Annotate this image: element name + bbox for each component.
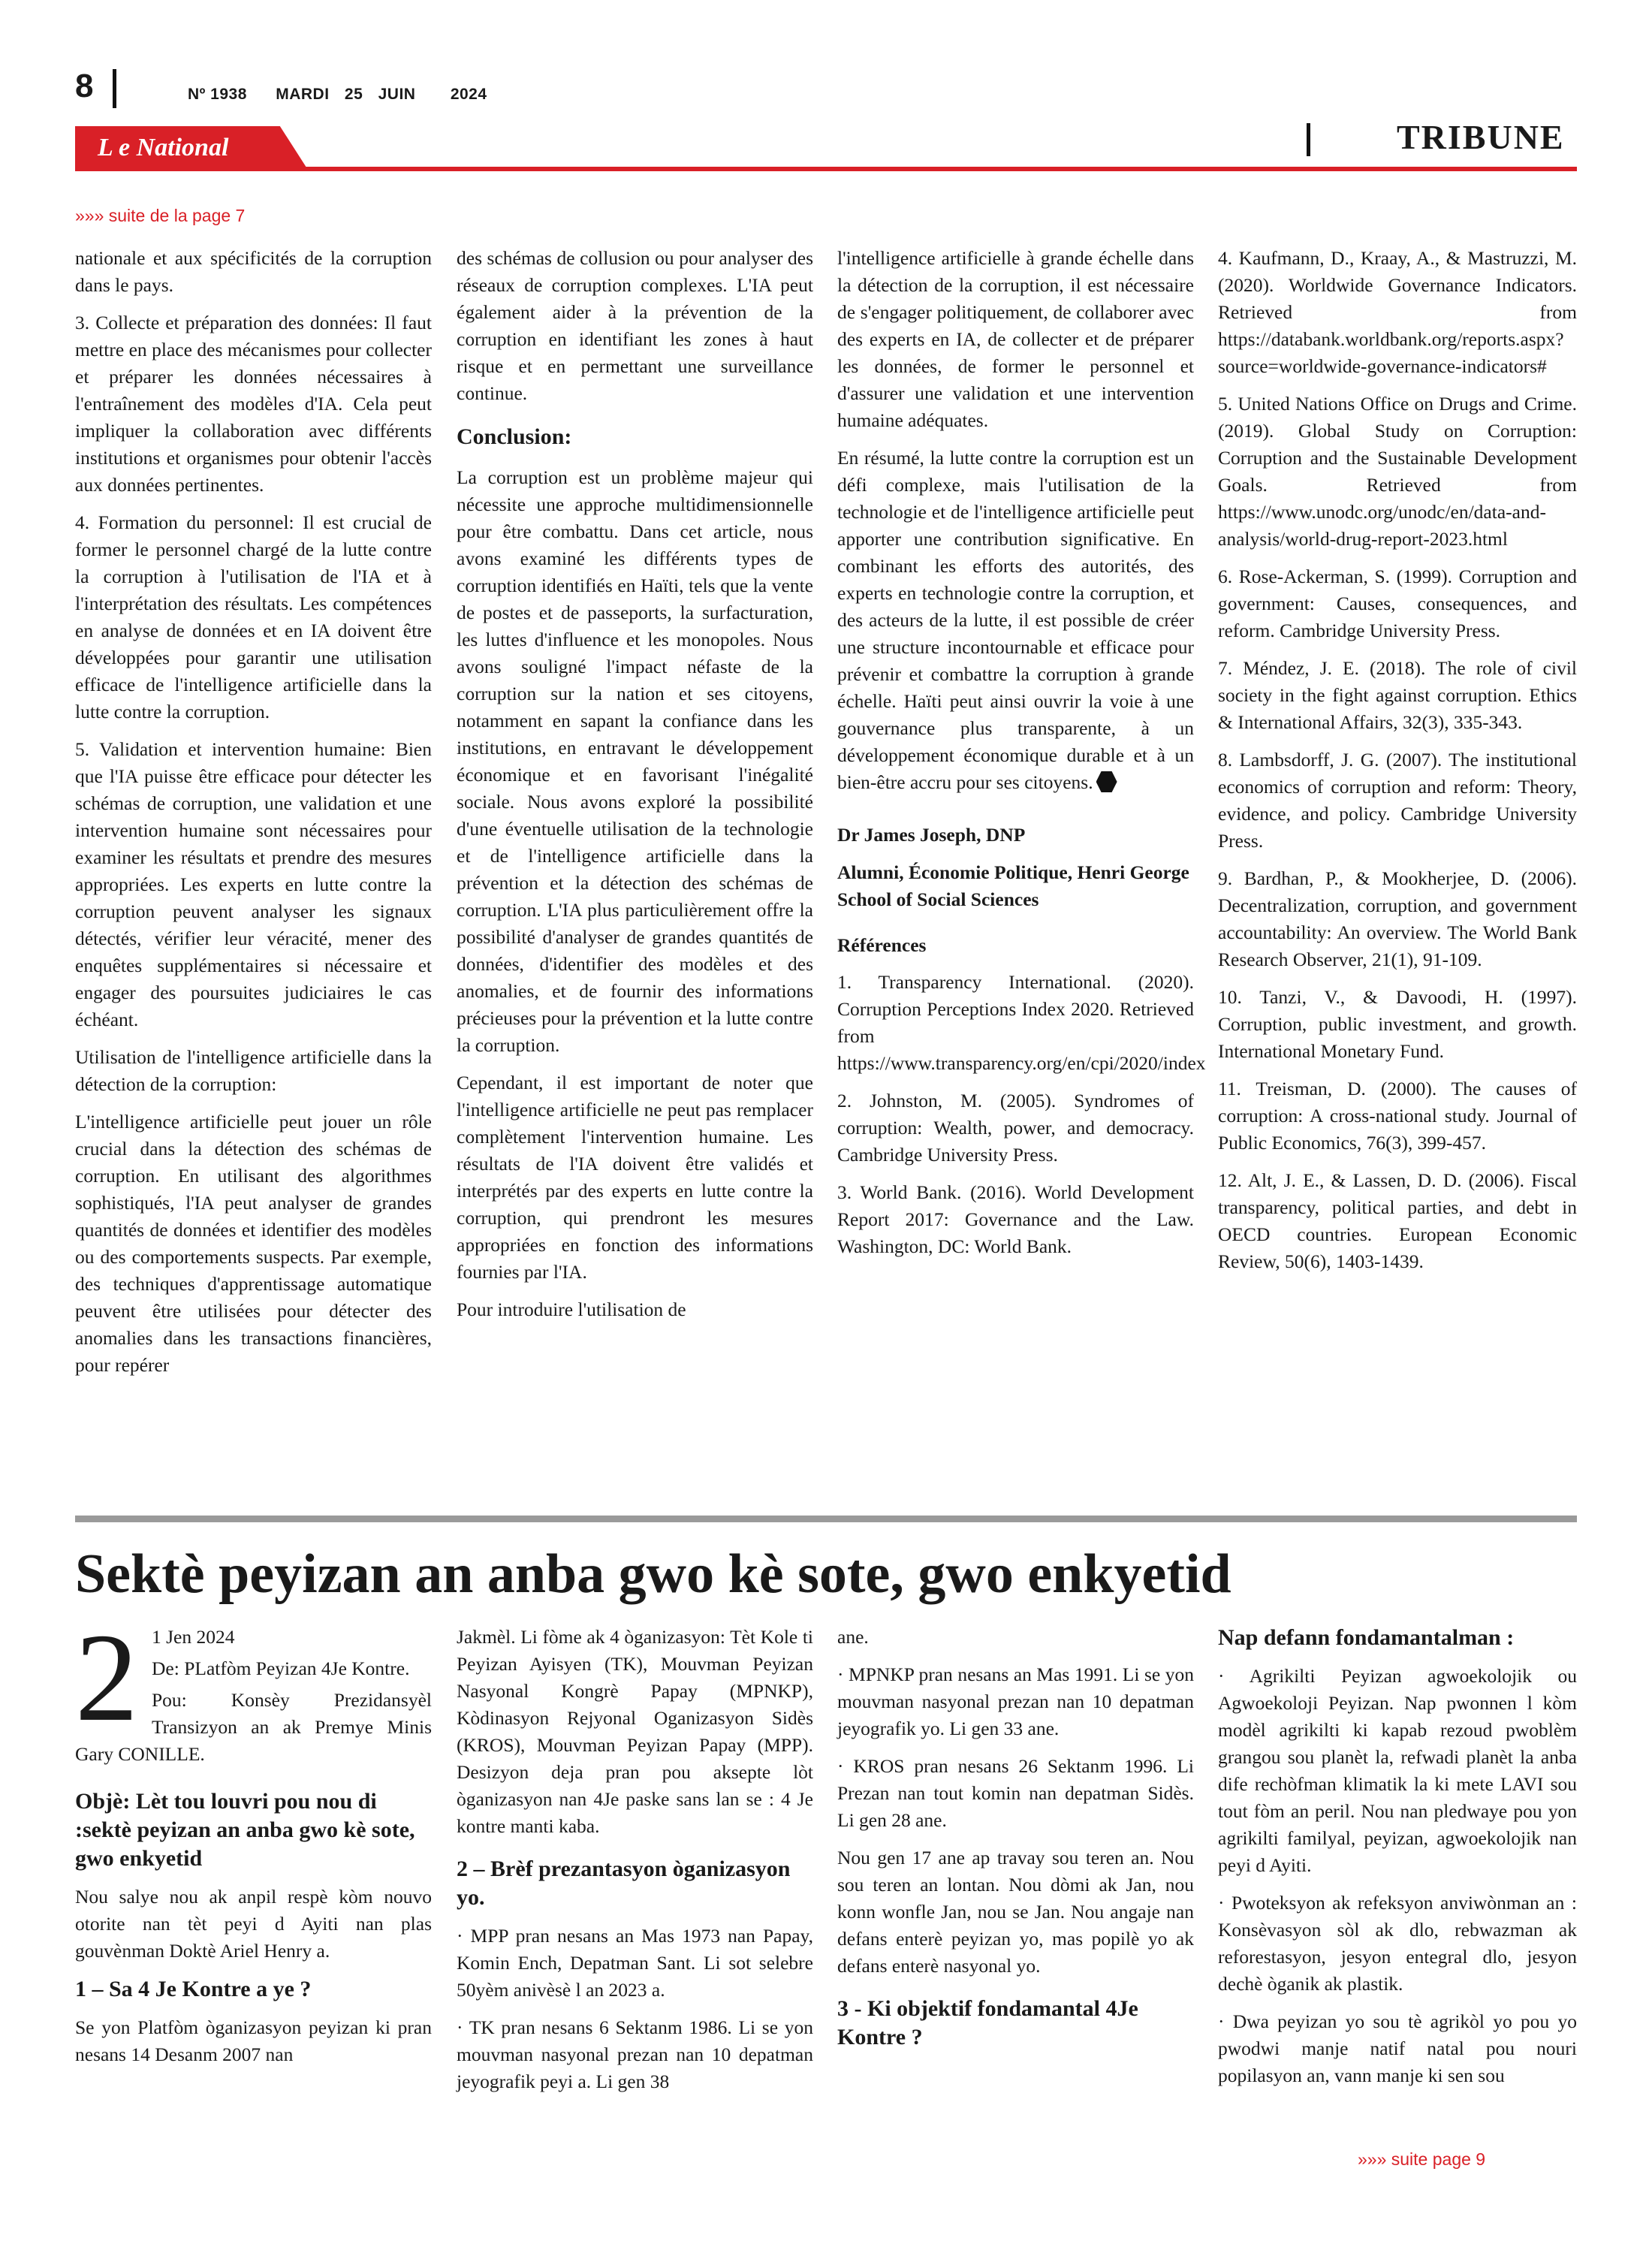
paragraph: · TK pran nesans 6 Sektanm 1986. Li se yon mouvman nasyonal prezan nan 10 depatman jeyografik peyi a. Li gen 38	[457, 2016, 813, 2092]
article1-column-2	[457, 245, 813, 1334]
header-rule	[75, 167, 1577, 171]
reference-item: 1. Transparency International. (2020). Corruption Perceptions Index 2020. Retrieved from https://www.transparency.org/en/cpi/2020/index	[837, 971, 1206, 1074]
section3-heading: 3 - Ki objektif fondamantal 4Je Kontre ?	[837, 1996, 1138, 2049]
header-divider	[113, 69, 116, 108]
paragraph: Se yon Platfòm òganizasyon peyizan ki pran nesans 14 Desanm 2007 nan	[75, 2016, 432, 2065]
reference-item: 5. United Nations Office on Drugs and Crime. (2019). Global Study on Corruption: Corruption and the Sustainable Development Goals. Retrieved from https://www.unodc.org/unodc/en/data-and-analysis/world-drug-report-2023.html	[1218, 393, 1577, 550]
paragraph: l'intelligence artificielle à grande échelle dans la détection de la corruption, il est nécessaire de s'engager politiquement, de collaborer avec des experts en IA, de collecter et de préparer les données, de former le personnel et d'assurer une validation et une intervention humaine adéquates.	[837, 247, 1194, 431]
paragraph: 5. Validation et intervention humaine: Bien que l'IA puisse être efficace pour détecter les schémas de corruption, une validation et une intervention humaine sont nécessaires pour examiner les résultats et prendre des mesures appropriées. Les experts en lutte contre la corruption peuvent analyser les signaux détectés, vérifier leur véracité, mener des enquêtes supplémentaires si nécessaire et engager des poursuites judiciaires le cas échéant.	[75, 738, 432, 1030]
reference-item: 12. Alt, J. E., & Lassen, D. D. (2006). Fiscal transparency, political parties, and debt in OECD countries. European Economic Review, 50(6), 1403-1439.	[1218, 1169, 1577, 1272]
article1-column-4	[1218, 245, 1577, 1286]
end-of-article-icon	[1096, 771, 1117, 792]
paragraph: L'intelligence artificielle peut jouer un rôle crucial dans la détection des schémas de corruption. En utilisant des algorithmes sophistiqués, l'IA peut analyser de grandes quantités de données et identifier des modèles ou des comportements suspects. Par exemple, des techniques d'apprentissage automatique peuvent être utilisées pour détecter des anomalies dans les transactions financières, pour repérer	[75, 1111, 432, 1376]
author-name: Dr James Joseph, DNP	[837, 824, 1026, 846]
paragraph: Nou gen 17 ane ap travay sou teren an. Nou sou teren an lontan. Nou dòmi ak Jan, nou konn wonfle Jan, nou se Jan. Nou angaje nan defans enterè peyizan yo, mas popilè yo ak defans enterè nasyonal yo.	[837, 1847, 1194, 1977]
article-separator	[75, 1516, 1577, 1522]
reference-item: 6. Rose-Ackerman, S. (1999). Corruption and government: Causes, consequences, and reform. Cambridge University Press.	[1218, 566, 1577, 641]
paragraph: des schémas de collusion ou pour analyser des réseaux de corruption complexes. L'IA peut également aider à la prévention de la corruption en identifiant les zones à haut risque et en permettant une surveillance continue.	[457, 247, 813, 404]
col4-heading: Nap defann fondamantalman :	[1218, 1625, 1515, 1650]
reference-item: 4. Kaufmann, D., Kraay, A., & Mastruzzi, M. (2020). Worldwide Governance Indicators. Retrieved from https://databank.worldbank.org/reports.aspx?source=worldwide-governance-indicators#	[1218, 247, 1577, 377]
article2-column-3	[837, 1624, 1194, 2062]
article2-column-1	[75, 1608, 432, 2079]
paragraph: 3. Collecte et préparation des données: Il faut mettre en place des mécanismes pour collecter et préparer les données nécessaires à l'entraînement des modèles d'IA. Cela peut impliquer la collaboration avec différents institutions et organismes pour obtenir l'accès aux données pertinentes.	[75, 312, 432, 496]
issue-day: MARDI	[276, 86, 330, 103]
reference-item: 7. Méndez, J. E. (2018). The role of civil society in the fight against corruption. Ethics & International Affairs, 32(3), 335-343.	[1218, 657, 1577, 733]
paragraph: · MPNKP pran nesans an Mas 1991. Li se yon mouvman nasyonal prezan nan 10 depatman jeyografik yo. Li gen 33 ane.	[837, 1663, 1194, 1739]
list-item: · Dwa peyizan yo sou tè agrikòl yo pou yo pwodwi manje natif natal pou nouri popilasyon an, vann manje ki sen sou	[1218, 2010, 1577, 2086]
letter-object-heading: Objè: Lèt tou louvri pou nou di :sektè peyizan an anba gwo kè sote, gwo enkyetid	[75, 1789, 415, 1871]
section1-heading: 1 – Sa 4 Je Kontre a ye ?	[75, 1977, 312, 2001]
section-title: TRIBUNE	[1397, 118, 1565, 156]
issue-date: 25	[344, 86, 363, 103]
reference-item: 10. Tanzi, V., & Davoodi, H. (1997). Corruption, public investment, and growth. International Monetary Fund.	[1218, 986, 1577, 1062]
issue-number: Nº 1938	[188, 86, 247, 103]
paragraph: La corruption est un problème majeur qui nécessite une approche multidimensionnelle pour être combattu. Dans cet article, nous avons examiné les différents types de corruption identifiés en Haïti, tels que la vente de postes et de passeports, la surfacturation, les luttes d'influence et les monopoles. Nous avons souligné l'impact néfaste de la corruption sur la nation et ses citoyens, notamment en sapant la confiance dans les institutions, en entravant le développement économique et en favorisant l'inégalité sociale. Nous avons exploré la possibilité d'une éventuelle utilisation de la technologie et de l'intelligence artificielle dans la prévention et la détection des schémas de corruption. L'IA plus particulièrement offre la possibilité d'analyser de grandes quantités de données, d'identifier des modèles et des anomalies, et de fournir des informations précieuses pour la prévention et la lutte contre la corruption.	[457, 466, 813, 1056]
article2-column-2	[457, 1624, 813, 2106]
reference-item: 2. Johnston, M. (2005). Syndromes of corruption: Wealth, power, and democracy. Cambridge University Press.	[837, 1090, 1194, 1166]
paragraph: Utilisation de l'intelligence artificielle dans la détection de la corruption:	[75, 1046, 432, 1095]
letter-from: De: PLatfòm Peyizan 4Je Kontre.	[152, 1657, 410, 1679]
paragraph: Pour introduire l'utilisation de	[457, 1298, 686, 1320]
drop-cap: 2	[75, 1608, 138, 1748]
section-divider	[1307, 123, 1310, 156]
reference-item: 9. Bardhan, P., & Mookherjee, D. (2006). Decentralization, corruption, and government accountability: An overview. The World Bank Research Observer, 21(1), 91-109.	[1218, 867, 1577, 970]
paragraph: Nou salye nou ak anpil respè kòm nouvo otorite nan tèt peyi d Ayiti nan plas gouvènman Doktè Ariel Henry a.	[75, 1886, 432, 1962]
paragraph-text: En résumé, la lutte contre la corruption est un défi complexe, mais l'utilisation de la technologie et de l'intelligence artificielle peut apporter une contribution significative. En combinant les efforts des autorités, des experts en technologie contre la corruption, et des acteurs de la lutte, il est possible de créer une structure incontournable et efficace pour prévenir et combattre la corruption à grande échelle. Haïti peut ainsi ouvrir la voie à une gouvernance plus transparente, à un développement économique durable et à un bien-être accru pour ses citoyens.	[837, 447, 1194, 793]
paragraph: nationale et aux spécificités de la corruption dans le pays.	[75, 247, 432, 296]
article2-column-4	[1218, 1624, 1577, 2100]
reference-item: 8. Lambsdorff, J. G. (2007). The institutional economics of corruption and reform: Theory, evidence, and policy. Cambridge University Press.	[1218, 749, 1577, 852]
issue-year: 2024	[450, 86, 487, 103]
conclusion-heading: Conclusion:	[457, 424, 572, 449]
article2-headline: Sektè peyizan an anba gwo kè sote, gwo enkyetid	[75, 1543, 1231, 1605]
author-affiliation: Alumni, Économie Politique, Henri George School of Social Sciences	[837, 861, 1189, 910]
article1-column-1	[75, 245, 432, 1389]
paragraph: Cependant, il est important de noter que l'intelligence artificielle ne peut pas remplacer complètement l'intervention humaine. Les résultats de l'IA doivent être validés et interprétés par des experts en lutte contre la corruption, qui prendront les mesures appropriées en fonction des informations fournies par l'IA.	[457, 1072, 813, 1283]
paragraph: · KROS pran nesans 26 Sektanm 1996. Li Prezan nan tout komin nan depatman Sidès. Li gen 28 ane.	[837, 1755, 1194, 1831]
paragraph	[837, 445, 1194, 796]
list-item: · Agrikilti Peyizan agwoekolojik ou Agwoekoloji Peyizan. Nap pwonnen l kòm modèl agrikilti ki kapab rezoud pwoblèm grangou sou planèt la, refwadi planèt la anba dife rechòfman klimatik la ki mete LAVI sou tout fòm an peril. Nou nan pledwaye pou yon agrikilti familyal, peyizan, agwoekolojik nan peyi d Ayiti.	[1218, 1665, 1577, 1876]
newspaper-logo: L e National	[98, 134, 229, 161]
issue-info	[188, 86, 511, 104]
paragraph: Jakmèl. Li fòme ak 4 òganizasyon: Tèt Kole ti Peyizan Ayisyen (TK), Mouvman Peyizan Nasyonal Kongrè Papay (MPNKP), Kòdinasyon Rejyonal Oganizasyon Sidès (KROS), Mouvman Peyizan Papay (MPP). Desizyon deja pran pou aksepte lòt òganizasyon nan 4Je paske sans lan se : 4 Je kontre manti kaba.	[457, 1626, 813, 1837]
continued-to-link[interactable]: »»» suite page 9	[1358, 2149, 1486, 2169]
article1-column-3	[837, 245, 1206, 1271]
letter-to: Pou: Konsèy Prezidansyèl Transizyon an ak Premye Minis Gary CONILLE.	[75, 1689, 432, 1765]
list-item: · Pwoteksyon ak refeksyon anviwònman an : Konsèvasyon sòl ak dlo, rebwazman ak reforestasyon, jesyon entegral dlo, jesyon dechè òganik ak plastik.	[1218, 1892, 1577, 1995]
paragraph: ane.	[837, 1626, 869, 1648]
references-heading: Références	[837, 934, 927, 956]
letter-date: 1 Jen 2024	[152, 1626, 235, 1648]
page-number: 8	[75, 68, 94, 104]
section2-heading: 2 – Brèf prezantasyon òganizasyon yo.	[457, 1856, 791, 1910]
continued-from-link[interactable]: »»» suite de la page 7	[75, 206, 246, 225]
reference-item: 11. Treisman, D. (2000). The causes of corruption: A cross-national study. Journal of Public Economics, 76(3), 399-457.	[1218, 1078, 1577, 1154]
paragraph: · MPP pran nesans an Mas 1973 nan Papay, Komin Ench, Depatman Sant. Li sot selebre 50yèm anivèsè l an 2023 a.	[457, 1925, 813, 2001]
paragraph: 4. Formation du personnel: Il est crucial de former le personnel chargé de la lutte contre la corruption à l'utilisation de l'IA et à l'interprétation des résultats. Les compétences en analyse de données et en IA doivent être développées pour garantir une utilisation efficace de l'intelligence artificielle dans la lutte contre la corruption.	[75, 511, 432, 722]
reference-item: 3. World Bank. (2016). World Development Report 2017: Governance and the Law. Washington, DC: World Bank.	[837, 1181, 1194, 1257]
issue-month: JUIN	[378, 86, 416, 103]
